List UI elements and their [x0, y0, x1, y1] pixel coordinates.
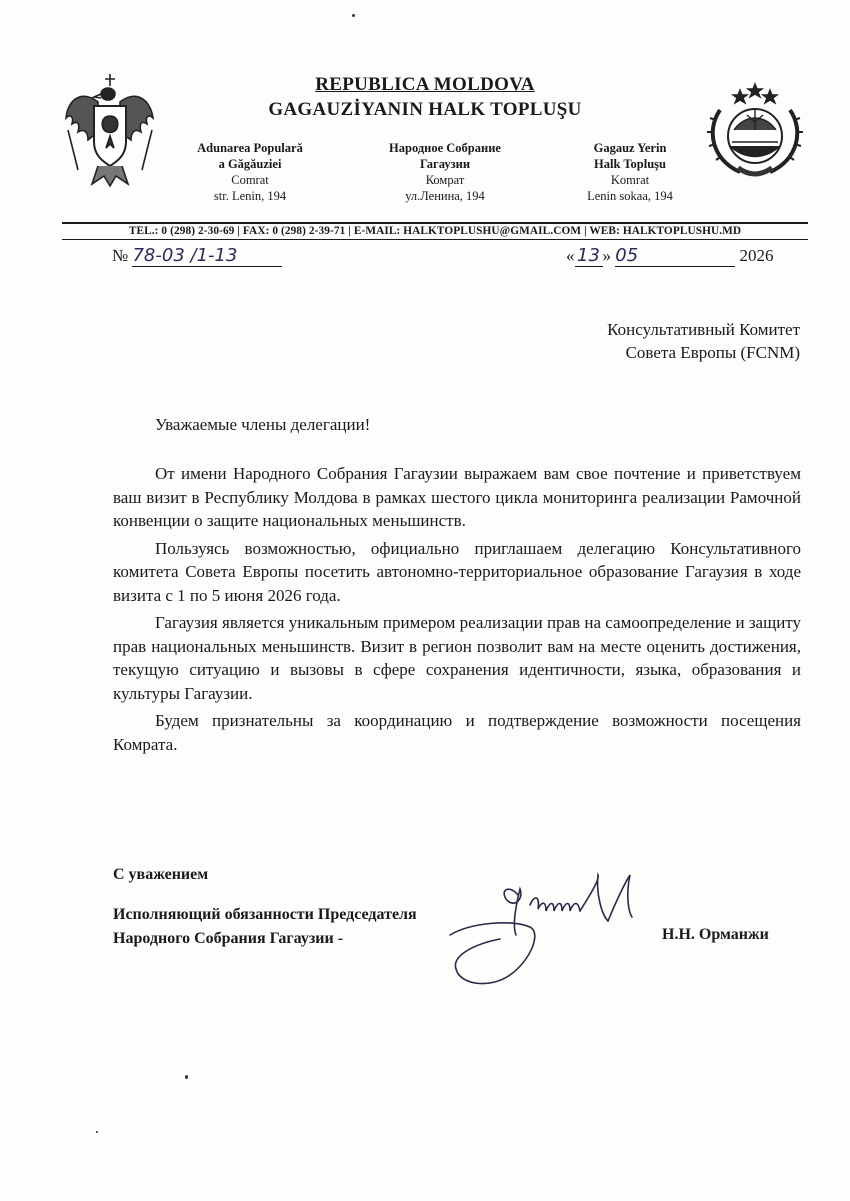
column-city: Komrat	[610, 173, 650, 187]
scan-speck	[185, 1075, 188, 1079]
signer-name: Н.Н. Орманжи	[662, 926, 769, 943]
date-month: 05	[615, 245, 639, 266]
contact-bar: TEL.: 0 (298) 2-30-69 | FAX: 0 (298) 2-39-71 | E-MAIL: HALKTOPLUSHU@GMAIL.COM | WEB: HALKTOPLUSHU.MD	[62, 222, 808, 240]
closing-regards: С уважением	[113, 866, 209, 883]
signer-role-line1: Исполняющий обязанности Председателя	[113, 906, 417, 923]
date-open-quote: «	[566, 246, 575, 265]
column-name-line2: Гагаузии	[419, 157, 471, 171]
column-name-line1: Народное Собрание	[389, 141, 501, 155]
column-name-line2: Halk Topluşu	[594, 157, 666, 171]
handwritten-signature-icon	[430, 865, 660, 995]
column-address: Lenin sokaa, 194	[587, 189, 673, 203]
scan-speck	[352, 14, 355, 17]
column-city: Комрат	[425, 173, 465, 187]
header-title-republic: REPUBLICA MOLDOVA	[315, 74, 535, 95]
column-name-line1: Gagauz Yerin	[593, 141, 667, 155]
registration-date	[566, 245, 774, 267]
number-prefix: №	[112, 246, 129, 265]
addressee-line1: Консультативный Комитет	[607, 320, 800, 339]
column-name-line2: a Găgăuziei	[218, 157, 282, 171]
addressee-line2: Совета Европы (FCNM)	[625, 343, 800, 362]
addressee	[460, 318, 800, 364]
registration-number	[112, 245, 282, 267]
header-column-gagauz	[555, 140, 705, 204]
paragraph: Будем признательны за координацию и подтверждение возможности посещения Комрата.	[113, 711, 801, 754]
letter-body	[113, 462, 801, 760]
date-year: 2026	[739, 246, 774, 265]
signer-role	[113, 903, 417, 951]
signer-role-line2: Народного Собрания Гагаузии -	[113, 930, 344, 947]
column-name-line1: Adunarea Populară	[197, 141, 303, 155]
column-address: str. Lenin, 194	[213, 189, 287, 203]
date-close-quote: »	[602, 246, 611, 265]
number-handwritten: 78-03 /1-13	[132, 245, 238, 266]
header-column-romanian	[175, 140, 325, 204]
paragraph: От имени Народного Собрания Гагаузии выражаем вам свое почтение и приветствуем ваш визит в Республику Молдова в рамках шестого цикла мониторинга реализации Рамочной конвенции о защите национальных меньшинств.	[113, 464, 801, 530]
date-day: 13	[577, 245, 600, 266]
header-title-assembly: GAGAUZİYANIN HALK TOPLUŞU	[268, 99, 582, 120]
column-city: Comrat	[231, 173, 269, 187]
number-underline	[132, 245, 282, 267]
header-column-russian	[365, 140, 525, 204]
paragraph: Гагаузия является уникальным примером реализации прав на самоопределение и защиту прав национальных меньшинств. Визит в регион позволит вам на месте оценить достижения, текущую ситуацию и вызовы в сфере сохранения идентичности, языка, образования и культуры Гагаузии.	[113, 613, 801, 703]
column-address: ул.Ленина, 194	[405, 189, 485, 203]
paragraph: Пользуясь возможностью, официально приглашаем делегацию Консультативного комитета Совета Европы посетить автономно-территориальное образование Гагаузия в ходе визита с 1 по 5 июня 2026 года.	[113, 538, 801, 605]
greeting: Уважаемые члены делегации!	[155, 415, 371, 434]
scan-speck	[96, 1131, 98, 1133]
